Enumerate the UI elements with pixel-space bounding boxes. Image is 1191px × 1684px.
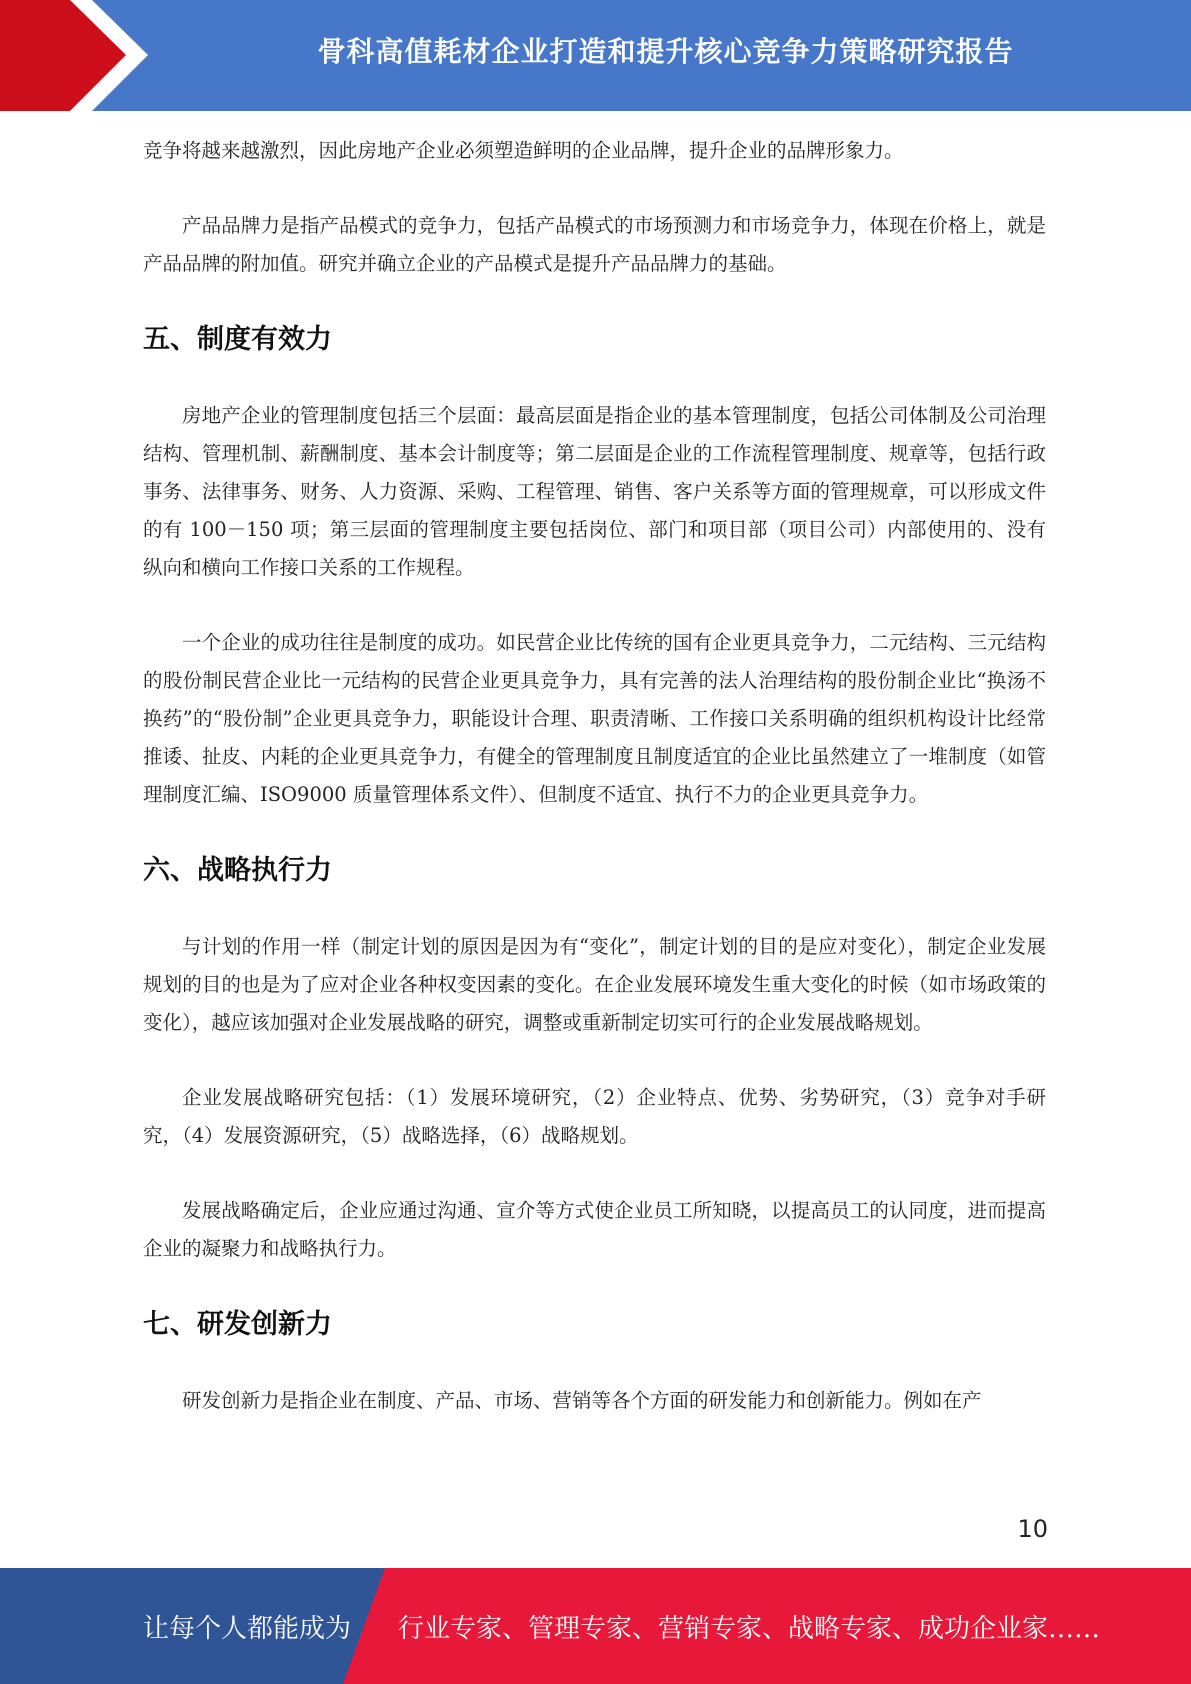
paragraph: 产品品牌力是指产品模式的竞争力，包括产品模式的市场预测力和市场竞争力，体现在价格上，就是产品品牌的附加值。研究并确立企业的产品模式是提升产品品牌力的基础。 (143, 214, 1046, 275)
paragraph: 企业发展战略研究包括：（1）发展环境研究，（2）企业特点、优势、劣势研究，（3）竞争对手研究，（4）发展资源研究，（5）战略选择，（6）战略规划。 (143, 1086, 1046, 1147)
document-title: 骨科高值耗材企业打造和提升核心竞争力策略研究报告 (317, 35, 1014, 68)
section-heading-6: 六、战略执行力 (143, 855, 332, 886)
footer-slogan-left: 让每个人都能成为 (143, 1613, 352, 1644)
section-heading-5: 五、制度有效力 (143, 324, 332, 355)
page-content (143, 132, 1046, 1457)
page-header (0, 0, 1191, 111)
paragraph: 研发创新力是指企业在制度、产品、市场、营销等各个方面的研发能力和创新能力。例如在产 (182, 1389, 982, 1412)
paragraph: 与计划的作用一样（制定计划的原因是因为有“变化”，制定计划的目的是应对变化），制定企业发展规划的目的也是为了应对企业各种权变因素的变化。在企业发展环境发生重大变化的时候（如市场政策的变化），越应该加强对企业发展战略的研究，调整或重新制定切实可行的企业发展战略规划。 (143, 935, 1046, 1034)
paragraph: 发展战略确定后，企业应通过沟通、宣介等方式使企业员工所知晓，以提高员工的认同度，进而提高企业的凝聚力和战略执行力。 (143, 1199, 1046, 1260)
section-heading-7: 七、研发创新力 (143, 1309, 332, 1340)
paragraph: 竞争将越来越激烈，因此房地产企业必须塑造鲜明的企业品牌，提升企业的品牌形象力。 (143, 139, 904, 162)
paragraph: 房地产企业的管理制度包括三个层面：最高层面是指企业的基本管理制度，包括公司体制及公司治理结构、管理机制、薪酬制度、基本会计制度等；第二层面是企业的工作流程管理制度、规章等，包括行政事务、法律事务、财务、人力资源、采购、工程管理、销售、客户关系等方面的管理规章，可以形成文件的有 100－150 项；第三层面的管理制度主要包括岗位、部门和项目部（项目公司）内部使用的、没有纵向和横向工作接口关系的工作规程。 (143, 404, 1046, 579)
page-number: 10 (1017, 1515, 1048, 1543)
footer-slogan-right: 行业专家、管理专家、营销专家、战略专家、成功企业家…… (398, 1613, 1101, 1644)
page-footer (0, 1568, 1191, 1684)
paragraph: 一个企业的成功往往是制度的成功。如民营企业比传统的国有企业更具竞争力，二元结构、三元结构的股份制民营企业比一元结构的民营企业更具竞争力，具有完善的法人治理结构的股份制企业比“换汤不换药”的“股份制”企业更具竞争力，职能设计合理、职责清晰、工作接口关系明确的组织机构设计比经常推诿、扯皮、内耗的企业更具竞争力，有健全的管理制度且制度适宜的企业比虽然建立了一堆制度（如管理制度汇编、ISO9000 质量管理体系文件）、但制度不适宜、执行不力的企业更具竞争力。 (143, 631, 1046, 806)
